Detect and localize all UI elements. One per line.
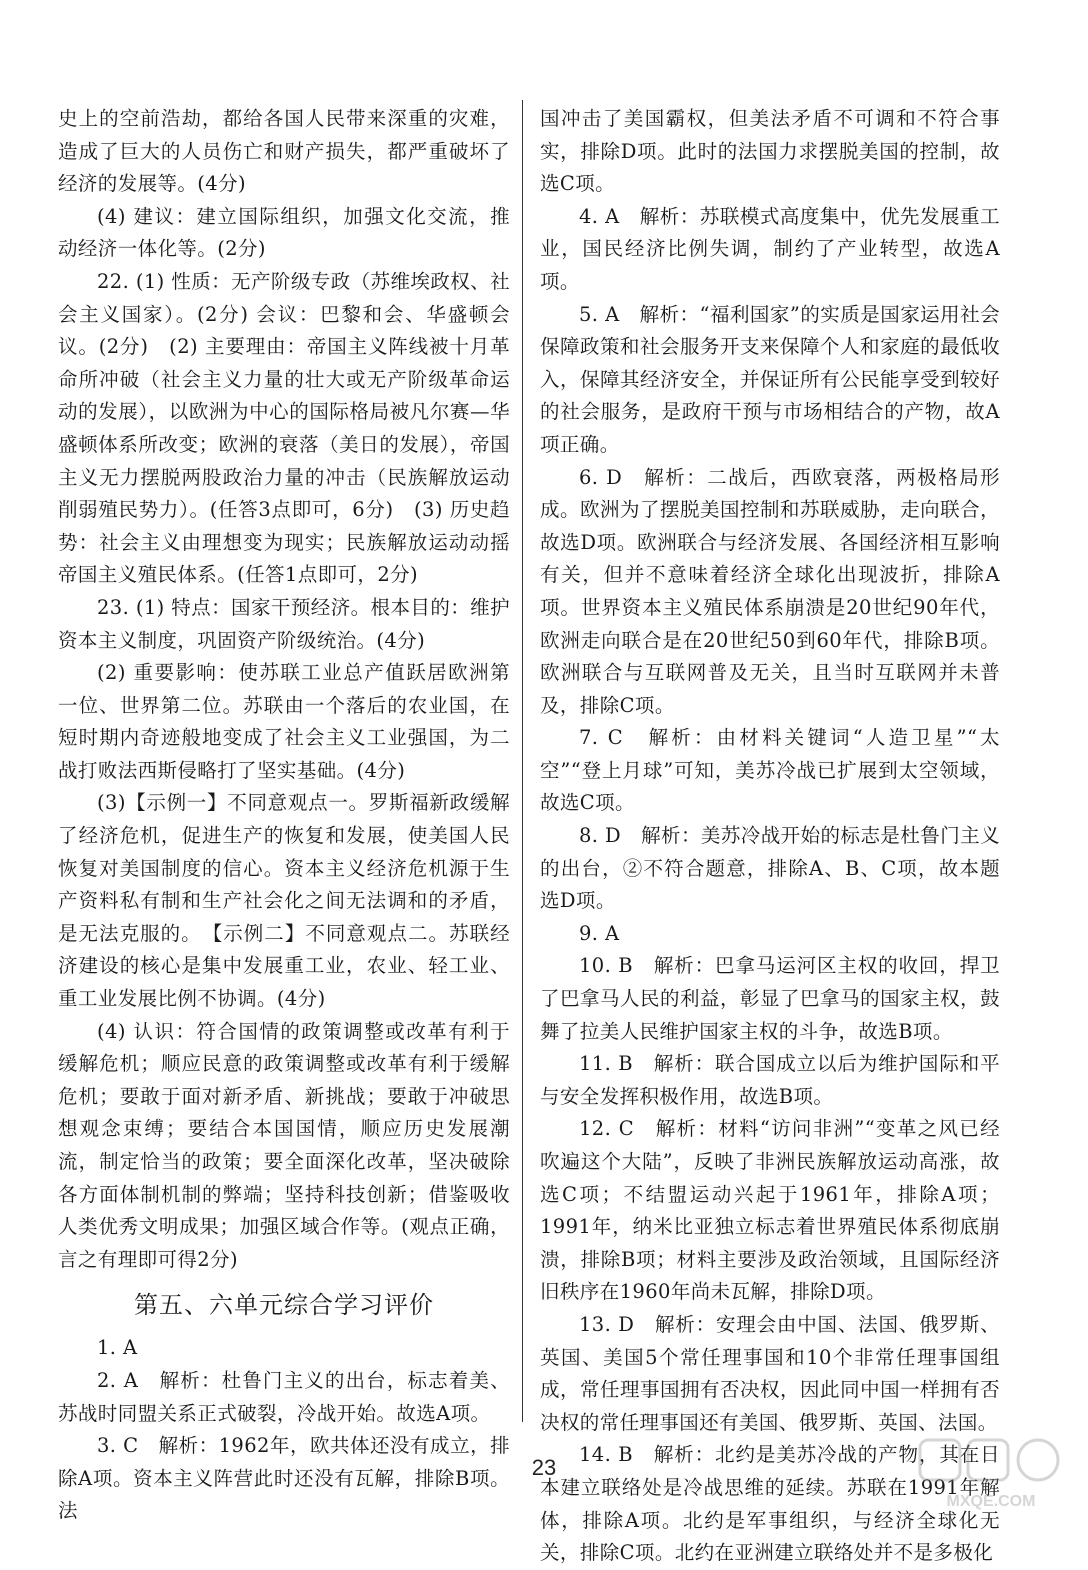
answer-paragraph: 4. A 解析：苏联模式高度集中，优先发展重工业，国民经济比例失调，制约了产业转型，故选A项。 [540,204,1000,293]
column-divider [522,100,523,1422]
answer-paragraph: 12. C 解析：材料“访问非洲”“变革之风已经吹遍这个大陆”，反映了非洲民族解放运动高涨，故选C项；不结盟运动兴起于1961年，排除A项；1991年，纳米比亚独立标志着世界殖民体系彻底崩溃，排除B项；材料主要涉及政治领域，且国际经济旧秩序在1960年尚未瓦解，排除D项。 [540,1117,1000,1304]
answer-paragraph: 11. B 解析：联合国成立以后为维护国际和平与安全发挥积极作用，故选B项。 [540,1052,1000,1108]
left-column [58,103,510,1528]
left-answers [58,103,510,1276]
answer-paragraph: (4) 建议：建立国际组织，加强文化交流，推动经济一体化等。(2分) [58,204,510,261]
answer-paragraph: 22. (1) 性质：无产阶级专政（苏维埃政权、社会主义国家）。(2分) 会议：巴黎和会、华盛顿会议。(2分) (2) 主要理由：帝国主义阵线被十月革命所冲破（社会主义力量的壮大或无产阶级革命运动的发展），以欧洲为中心的国际格局被凡尔赛—华盛顿体系所改变；欧洲的衰落（美日的发展），帝国主义无力摆脱两股政治力量的冲击（民族解放运动削弱殖民势力）。(任答3点即可，6分) (3) 历史趋势：社会主义由理想变为现实；民族解放运动动摇帝国主义殖民体系。(任答1点即可，2分) [58,269,510,587]
answer-paragraph: 5. A 解析：“福利国家”的实质是国家运用社会保障政策和社会服务开支来保障个人和家庭的最低收入，保障其经济安全，并保证所有公民能享受到较好的社会服务，是政府干预与市场相结合的产物，故A项正确。 [540,302,1000,456]
answer-paragraph: 13. D 解析：安理会由中国、法国、俄罗斯、英国、美国5个常任理事国和10个非常任理事国组成，常任理事国拥有否决权，因此同中国一样拥有否决权的常任理事国还有美国、俄罗斯、英国、法国。 [540,1312,1000,1434]
answer-paragraph: (2) 重要影响：使苏联工业总产值跃居欧洲第一位、世界第二位。苏联由一个落后的农业国，在短时期内奇迹般地变成了社会主义工业强国，为二战打败法西斯侵略打了坚实基础。(4分) [58,661,510,782]
answer-paragraph: 1. A [97,1336,138,1360]
answer-paragraph: 3. C 解析：1962年，欧共体还没有成立，排除A项。资本主义阵营此时还没有瓦解，排除B项。法 [58,1434,510,1523]
answer-paragraph: 23. (1) 特点：国家干预经济。根本目的：维护资本主义制度，巩固资产阶级统治。(4分) [58,595,510,652]
answer-paragraph: 2. A 解析：杜鲁门主义的出台，标志着美、苏战时同盟关系正式破裂，冷战开始。故选A项。 [58,1368,510,1425]
right-column [540,103,1000,1570]
section-answers [58,1332,510,1528]
answer-paragraph: 14. B 解析：北约是美苏冷战的产物，其在日本建立联络处是冷战思维的延续。苏联在1991年解体，排除A项。北约是军事组织，与经济全球化无关，排除C项。北约在亚洲建立联络处并不是多极化 [540,1443,1000,1565]
answer-paragraph: 国冲击了美国霸权，但美法矛盾不可调和不符合事实，排除D项。此时的法国力求摆脱美国的控制，故选C项。 [540,107,1000,196]
answer-stamp-logo [916,1434,1066,1514]
answer-paragraph: 8. D 解析：美苏冷战开始的标志是杜鲁门主义的出台，②不符合题意，排除A、B、C项，故本题选D项。 [540,824,1000,913]
section-title: 第五、六单元综合学习评价 [134,1291,434,1320]
answer-paragraph: 7. C 解析：由材料关键词“人造卫星”“太空”“登上月球”可知，美苏冷战已扩展到太空领域，故选C项。 [540,726,1000,815]
page-number: 23 [531,1455,557,1480]
answer-paragraph: (4) 认识：符合国情的政策调整或改革有利于缓解危机；顺应民意的政策调整或改革有利于缓解危机；要敢于面对新矛盾、新挑战；要敢于冲破思想观念束缚；要结合本国国情，顺应历史发展潮流，制定恰当的政策；要全面深化改革，坚决破除各方面体制机制的弊端；坚持科技创新；借鉴吸收人类优秀文明成果；加强区域合作等。(观点正确，言之有理即可得2分) [58,1019,510,1271]
svg-text:MXQE.COM: MXQE.COM [946,1493,1036,1510]
answer-paragraph: 6. D 解析：二战后，西欧衰落，两极格局形成。欧洲为了摆脱美国控制和苏联威胁，走向联合，故选D项。欧洲联合与经济发展、各国经济相互影响有关，但并不意味着经济全球化出现波折，排除A项。世界资本主义殖民体系崩溃是20世纪90年代，欧洲走向联合是在20世纪50到60年代，排除B项。欧洲联合与互联网普及无关，且当时互联网并未普及，排除C项。 [540,465,1000,717]
answer-paragraph: 10. B 解析：巴拿马运河区主权的收回，捍卫了巴拿马人民的利益，彰显了巴拿马的国家主权，鼓舞了拉美人民维护国家主权的斗争，故选B项。 [540,954,1000,1043]
answer-paragraph: (3)【示例一】不同意观点一。罗斯福新政缓解了经济危机，促进生产的恢复和发展，使美国人民恢复对美国制度的信心。资本主义经济危机源于生产资料私有制和生产社会化之间无法调和的矛盾，是无法克服的。 【示例二】不同意观点二。苏联经济建设的核心是集中发展重工业，农业、轻工业、重工业发展比例不协调。(4分) [58,791,510,1011]
answer-paragraph: 9. A [579,921,620,945]
answer-paragraph: 史上的空前浩劫，都给各国人民带来深重的灾难，造成了巨大的人员伤亡和财产损失，都严重破坏了经济的发展等。(4分) [58,107,510,196]
